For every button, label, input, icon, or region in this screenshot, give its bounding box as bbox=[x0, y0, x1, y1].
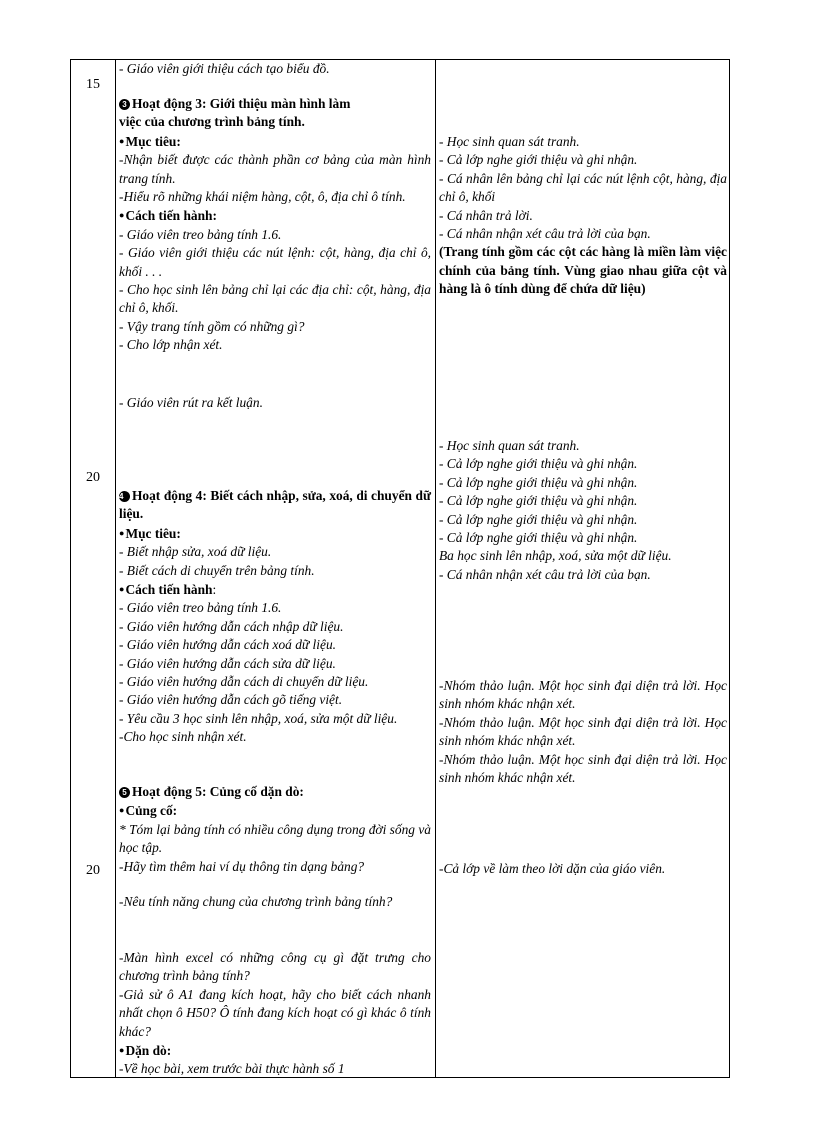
time-value: 20 bbox=[86, 470, 100, 485]
section-label: ● Mục tiêu: bbox=[119, 132, 431, 151]
column-divider bbox=[115, 60, 116, 1077]
teacher-line: - Biết nhập sửa, xoá dữ liệu. bbox=[119, 544, 272, 560]
activity-3-teacher bbox=[119, 95, 431, 355]
student-line: - Cá nhân trả lời. bbox=[439, 207, 533, 223]
teacher-line: -Nêu tính năng chung của chương trình bảng tính? bbox=[119, 894, 393, 909]
student-line: -Nhóm thảo luận. Một học sinh đại diện trả lời. Học sinh nhóm khác nhận xét. bbox=[439, 714, 727, 749]
student-line: Ba học sinh lên nhập, xoá, sửa một dữ liệu. bbox=[439, 548, 672, 564]
student-line: - Cả lớp nghe giới thiệu và ghi nhận. bbox=[439, 456, 638, 472]
student-line: -Nhóm thảo luận. Một học sinh đại diện trả lời. Học sinh nhóm khác nhận xét. bbox=[439, 678, 727, 712]
activity-title: 5 Hoạt động 5: Củng cố dặn dò: bbox=[119, 783, 431, 801]
activity-5-teacher bbox=[119, 783, 431, 876]
teacher-line: -Giả sử ô A1 đang kích hoạt, hãy cho biết cách nhanh nhất chọn ô H50? Ô tính đang kích hoạt có gì khác ô tính khác? bbox=[119, 986, 431, 1039]
teacher-line: -Về học bài, xem trước bài thực hành số 1 bbox=[119, 1061, 345, 1077]
student-line: - Cá nhân nhận xét câu trả lời của bạn. bbox=[439, 566, 651, 582]
teacher-line: -Nhận biết được các thành phần cơ bảng của màn hình trang tính. bbox=[119, 152, 431, 186]
number-badge: 5 bbox=[119, 787, 130, 798]
teacher-line: * Tóm lại bảng tính có nhiều công dụng trong đời sống và học tập. bbox=[119, 821, 431, 856]
student-line: - Cả lớp nghe giới thiệu và ghi nhận. bbox=[439, 493, 638, 509]
teacher-line: - Biết cách di chuyển trên bảng tính. bbox=[119, 562, 315, 578]
teacher-line: - Giáo viên hướng dẫn cách xoá dữ liệu. bbox=[119, 637, 336, 653]
student-line: - Cả lớp nghe giới thiệu và ghi nhận. bbox=[439, 474, 638, 490]
student-line: - Cả lớp nghe giới thiệu và ghi nhận. bbox=[439, 530, 638, 546]
section-label: ● Cách tiến hành: bbox=[119, 580, 431, 599]
student-line: -Cả lớp về làm theo lời dặn của giáo viên. bbox=[439, 861, 666, 876]
student-line: - Cá nhân nhận xét câu trả lời của bạn. bbox=[439, 226, 651, 242]
section-label: ● Dặn dò: bbox=[119, 1041, 431, 1060]
section-label: ● Củng cố: bbox=[119, 801, 431, 820]
teacher-line: - Giáo viên treo bảng tính 1.6. bbox=[119, 600, 282, 616]
teacher-line: -Hãy tìm thêm hai ví dụ thông tin dạng bảng? bbox=[119, 858, 365, 874]
teacher-line: - Giáo viên treo bảng tính 1.6. bbox=[119, 226, 282, 242]
teacher-line: -Hiểu rõ những khái niệm hàng, cột, ô, địa chỉ ô tính. bbox=[119, 189, 406, 205]
teacher-line: - Yêu cầu 3 học sinh lên nhập, xoá, sửa một dữ liệu. bbox=[119, 710, 398, 726]
teacher-line: - Cho lớp nhận xét. bbox=[119, 337, 223, 353]
teacher-line: - Giáo viên hướng dẫn cách di chuyển dữ liệu. bbox=[119, 674, 369, 690]
section-label: ● Cách tiến hành: bbox=[119, 206, 431, 225]
student-line: - Học sinh quan sát tranh. bbox=[439, 438, 580, 453]
teacher-line: - Giáo viên giới thiệu cách tạo biểu đồ. bbox=[119, 61, 330, 76]
time-column bbox=[71, 60, 115, 1077]
student-line: - Học sinh quan sát tranh. bbox=[439, 134, 580, 149]
student-summary: (Trang tính gồm các cột các hàng là miền làm việc chính của bảng tính. Vùng giao nhau giữa cột và hàng là ô tính dùng để chứa dữ liệu) bbox=[439, 244, 727, 297]
section-label: ● Mục tiêu: bbox=[119, 524, 431, 543]
number-badge: 4 bbox=[119, 491, 130, 502]
student-line: - Cá nhân lên bảng chỉ lại các nút lệnh cột, hàng, địa chỉ ô, khối bbox=[439, 170, 727, 205]
student-line: -Nhóm thảo luận. Một học sinh đại diện trả lời. Học sinh nhóm khác nhận xét. bbox=[439, 751, 727, 786]
teacher-line: - Giáo viên hướng dẫn cách sửa dữ liệu. bbox=[119, 655, 336, 671]
teacher-line: - Vậy trang tính gồm có những gì? bbox=[119, 318, 305, 334]
activity-title: việc của chương trình bảng tính. bbox=[119, 114, 305, 130]
activity-4-student bbox=[439, 437, 727, 584]
student-line: - Cả lớp nghe giới thiệu và ghi nhận. bbox=[439, 511, 638, 527]
teacher-line: - Cho học sinh lên bảng chỉ lại các địa chỉ: cột, hàng, địa chỉ ô, khối. bbox=[119, 282, 431, 316]
group-discussion-student bbox=[439, 677, 727, 787]
number-badge: 3 bbox=[119, 99, 130, 110]
teacher-line: -Cho học sinh nhận xét. bbox=[119, 729, 247, 745]
teacher-line: - Giáo viên hướng dẫn cách gõ tiếng việt. bbox=[119, 692, 343, 708]
time-value: 15 bbox=[86, 77, 100, 92]
activity-title: 3 Hoạt động 3: Giới thiệu màn hình làm bbox=[119, 95, 431, 113]
time-value: 20 bbox=[86, 863, 100, 878]
activity-5-student bbox=[439, 860, 727, 878]
teacher-line: - Giáo viên rút ra kết luận. bbox=[119, 395, 263, 410]
activity-3-student bbox=[439, 133, 727, 299]
activity-title: 4 Hoạt động 4: Biết cách nhập, sửa, xoá, di chuyển dữ liệu. bbox=[119, 488, 431, 522]
teacher-line: - Giáo viên giới thiệu các nút lệnh: cột, hàng, địa chỉ ô, khối . . . bbox=[119, 245, 431, 279]
teacher-line: - Giáo viên hướng dẫn cách nhập dữ liệu. bbox=[119, 618, 344, 634]
activity-4-teacher bbox=[119, 487, 431, 747]
teacher-line: -Màn hình excel có những công cụ gì đặt trưng cho chương trình bảng tính? bbox=[119, 950, 431, 984]
student-line: - Cả lớp nghe giới thiệu và ghi nhận. bbox=[439, 152, 638, 168]
column-divider bbox=[435, 60, 436, 1077]
lesson-table bbox=[70, 59, 730, 1078]
